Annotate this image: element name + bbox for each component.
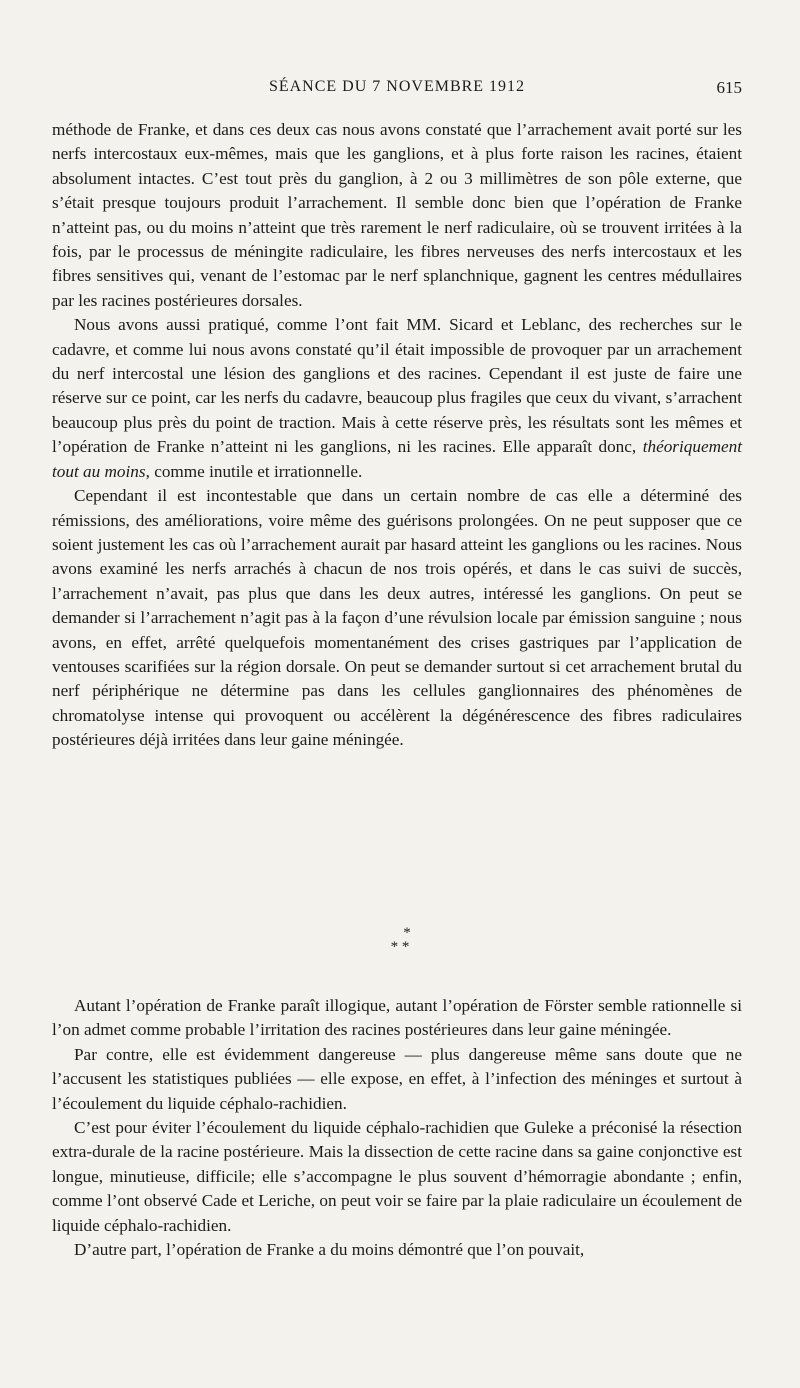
paragraph [52, 313, 742, 484]
body-text-section-2 [52, 994, 742, 1262]
paragraph: Autant l’opération de Franke paraît illogique, autant l’opération de Förster semble rationnelle si l’on admet comme probable l’irritation des racines postérieures dans leur gaine méningée. [52, 996, 742, 1040]
section-separator [0, 926, 800, 954]
italic-emphasis: théoriquement tout au moins [52, 437, 742, 481]
paragraph: méthode de Franke, et dans ces deux cas nous avons constaté que l’arrachement avait porté sur les nerfs intercostaux eux-mêmes, mais que les ganglions, et à plus forte raison les racines, étaient absolument intactes. C’est tout près du ganglion, à 2 ou 3 millimètres de son pôle externe, que s’était presque toujours produit l’arrachement. Il semble donc bien que l’opération de Franke n’atteint pas, ou du moins n’atteint que très rarement le nerf radiculaire, où se trouvent irritées à la fois, par le processus de méningite radiculaire, les fibres nerveuses des nerfs intercostaux et les fibres sensitives qui, venant de l’estomac par le nerf splanchnique, gagnent les centres médullaires par les racines postérieures dorsales. [52, 120, 742, 310]
separator-star: * [403, 925, 411, 941]
page-number: 615 [716, 78, 742, 97]
paragraph: Par contre, elle est évidemment dangereuse — plus dangereuse même sans doute que ne l’accusent les statistiques publiées — elle expose, en effet, à l’infection des méninges et surtout à l’écoulement du liquide céphalo-rachidien. [52, 1044, 742, 1113]
body-text-section-1 [52, 118, 742, 753]
paragraph-text: , comme inutile et irrationnelle. [145, 461, 363, 481]
running-title: SÉANCE DU 7 NOVEMBRE 1912 [268, 78, 526, 95]
paragraph: D’autre part, l’opération de Franke a du moins démontré que l’on pouvait, [74, 1240, 585, 1260]
running-head [52, 78, 742, 102]
paragraph: Cependant il est incontestable que dans un certain nombre de cas elle a déterminé des rémissions, des améliorations, voire même des guérisons prolongées. On ne peut supposer que ce soient justement les cas où l’arrachement aurait par hasard atteint les ganglions ou les racines. Nous avons examiné les nerfs arrachés à chacun de nos trois opérés, et dans le cas suivi de succès, l’arrachement n’avait, pas plus que dans les deux autres, intéressé les ganglions. On peut se demander si l’arrachement n’agit pas à la façon d’une révulsion locale par émission sanguine ; nous avons, en effet, arrêté quelquefois momentanément des crises gastriques par l’application de ventouses scarifiées sur la région dorsale. On peut se demander surtout si cet arrachement brutal du nerf périphérique ne détermine pas dans les cellules ganglionnaires des phénomènes de chromatolyse intense qui provoquent ou accélèrent la dégénérescence des fibres radiculaires postérieures déjà irritées dans leur gaine méningée. [52, 486, 742, 750]
paragraph: C’est pour éviter l’écoulement du liquide céphalo-rachidien que Guleke a préconisé la résection extra-durale de la racine postérieure. Mais la dissection de cette racine dans sa gaine conjonctive est longue, minutieuse, difficile; elle s’accompagne le plus souvent d’hémorragie abondante ; enfin, comme l’ont observé Cade et Leriche, on peut voir se faire par la plaie radiculaire un écoulement de liquide céphalo-rachidien. [52, 1118, 742, 1235]
separator-stars: * * [390, 939, 410, 955]
paragraph-text: Nous avons aussi pratiqué, comme l’ont fait MM. Sicard et Leblanc, des recherches sur le cadavre, et comme lui nous avons constaté qu’il était impossible de provoquer par un arrachement du nerf intercostal une lésion des ganglions et des racines. Cependant il est juste de faire une réserve sur ce point, car les nerfs du cadavre, beaucoup plus fragiles que ceux du vivant, s’arrachent beaucoup plus près du point de traction. Mais à cette réserve près, les résultats sont les mêmes et l’opération de Franke n’atteint ni les ganglions, ni les racines. Elle apparaît donc, [52, 315, 742, 457]
